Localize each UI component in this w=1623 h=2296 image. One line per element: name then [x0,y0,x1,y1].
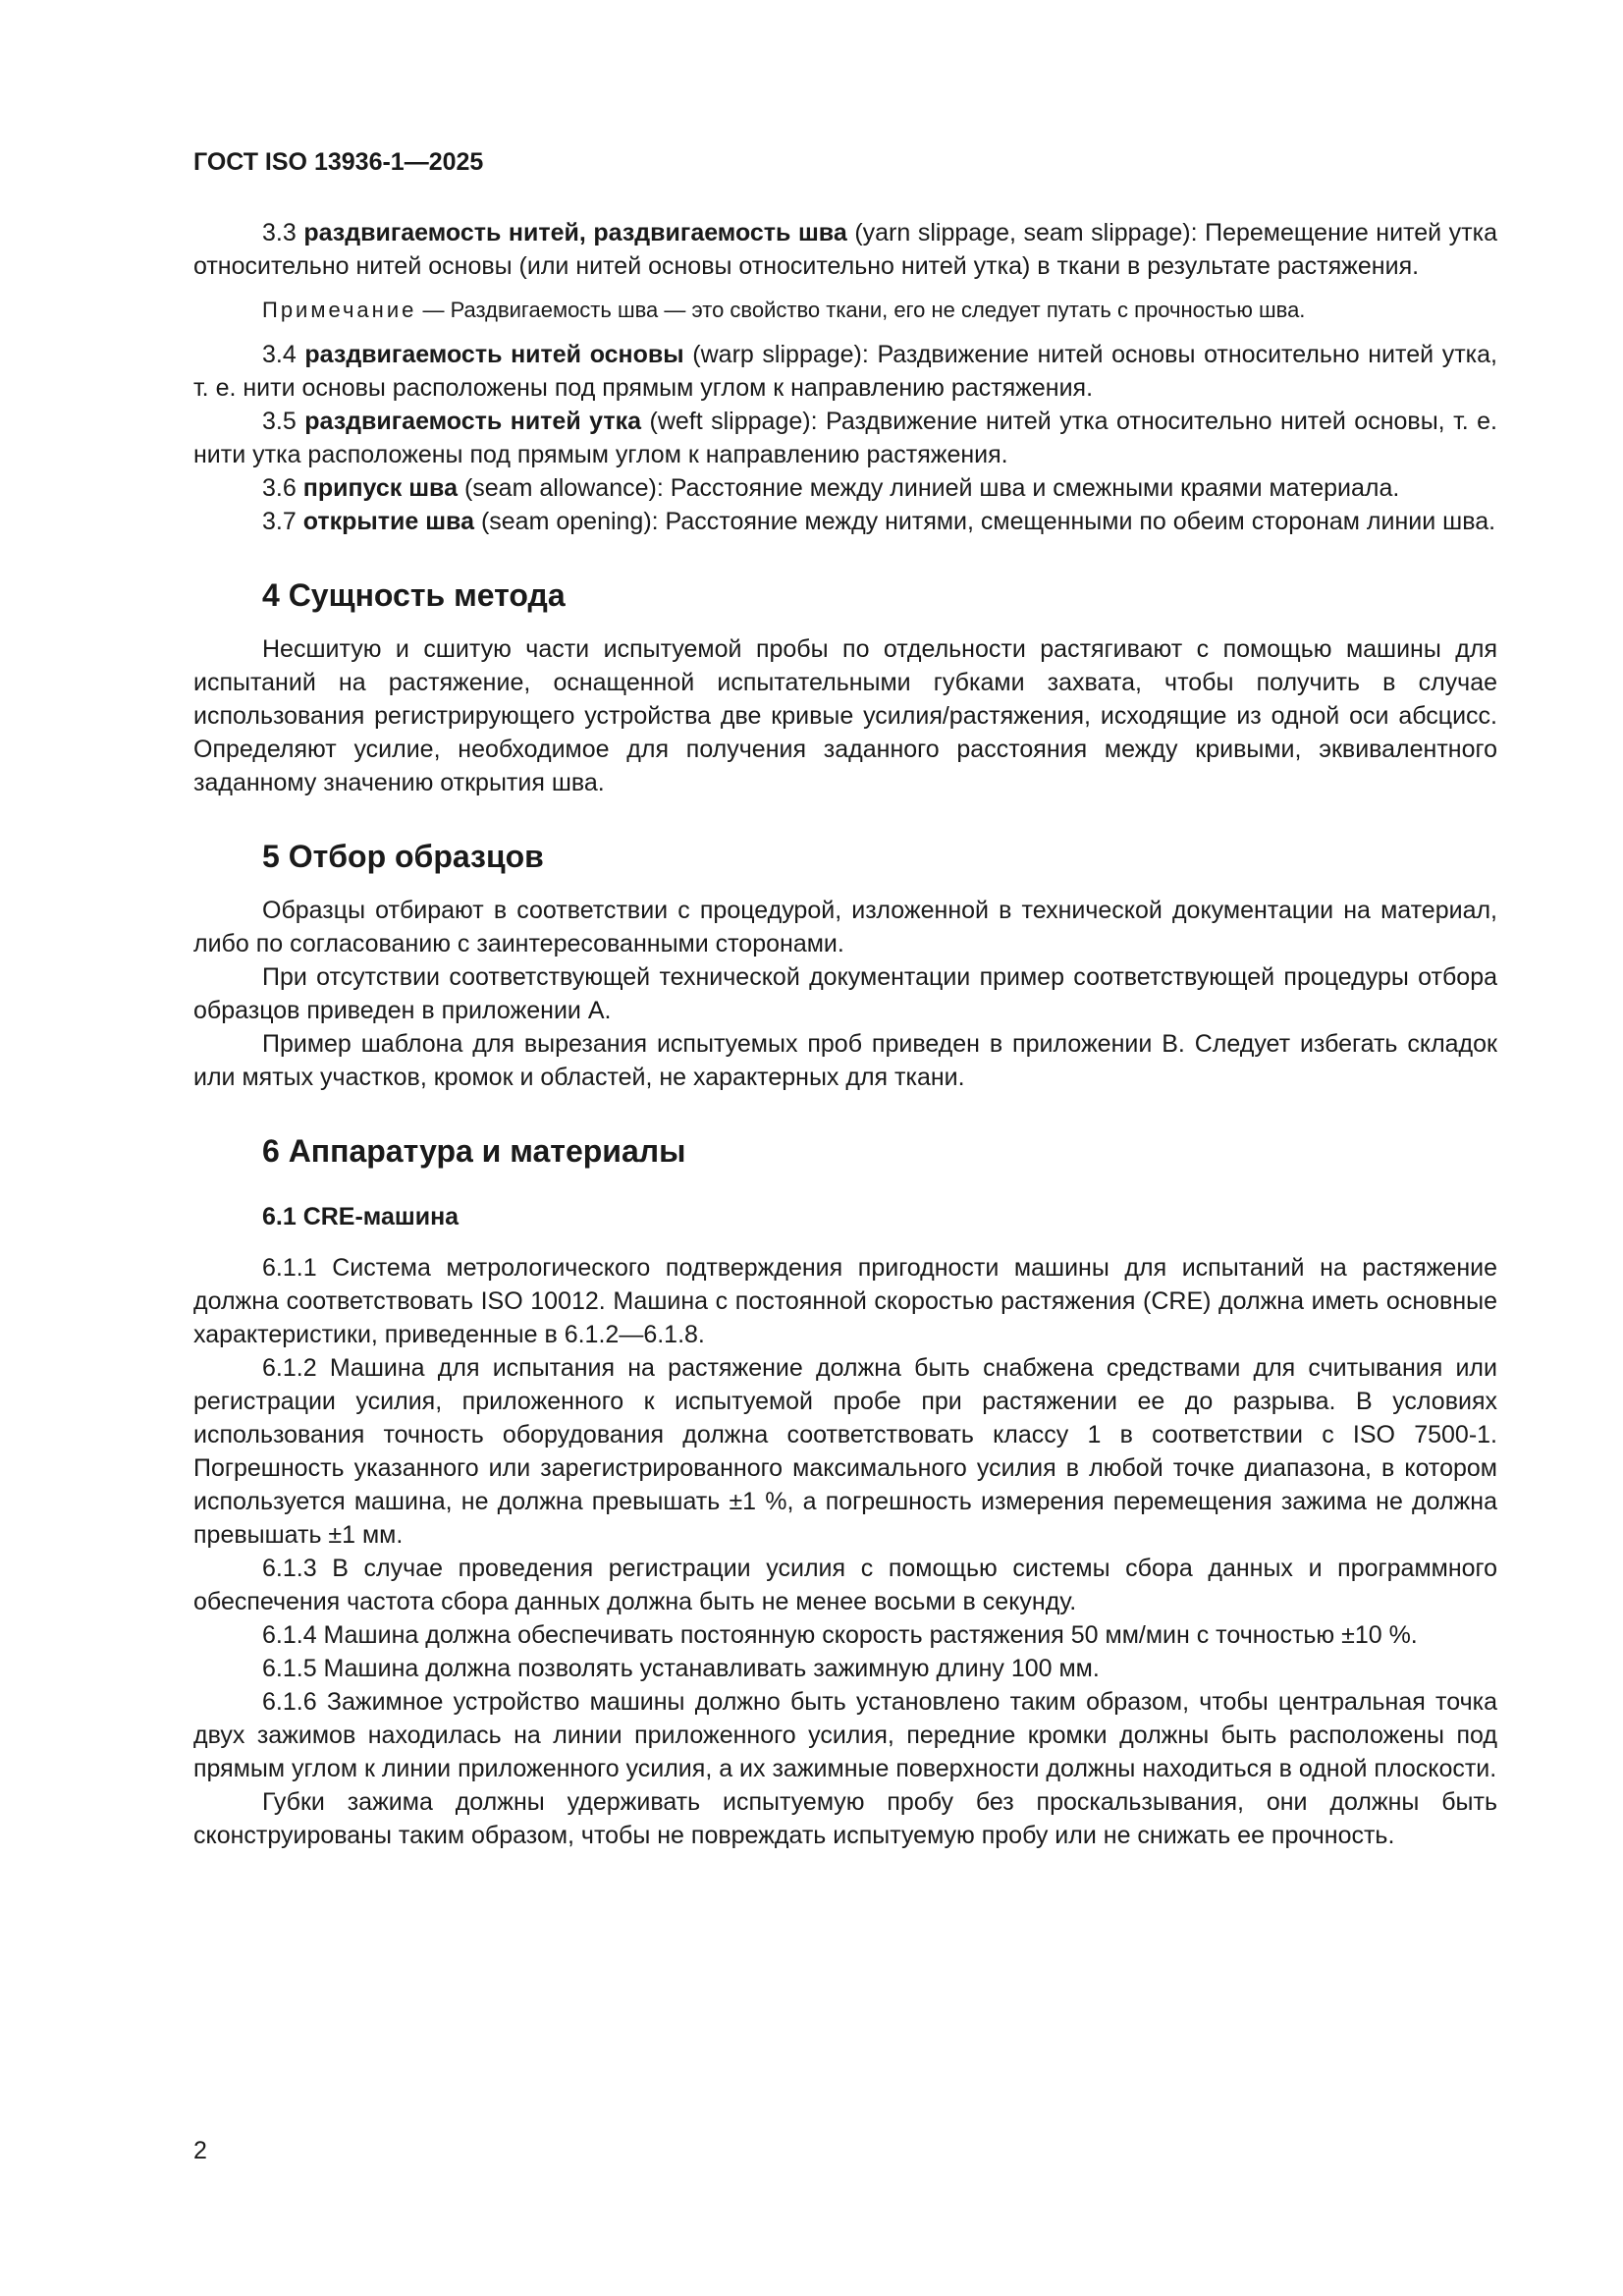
definition-3-7 [193,505,1497,538]
definition-3-5 [193,405,1497,471]
definition-3-6 [193,471,1497,505]
clause-6-1-4: 6.1.4 Машина должна обеспечивать постоянную скорость растяжения 50 мм/мин с точностью ±10 %. [262,1621,1418,1649]
definition-3-4 [193,338,1497,405]
clause-6-1-1: 6.1.1 Система метрологического подтверждения пригодности машины для испытаний на растяжение должна соответствовать ISO 10012. Машина с постоянной скоростью растяжения (CRE) должна иметь основные характеристики, приведенные в 6.1.2—6.1.8. [193,1254,1497,1348]
definition-text: (warp slippage): Раздвижение нитей основы относительно нитей утка, т. е. нити основы расположены под прямым углом к направлению растяжения. [193,341,1497,402]
definition-number: 3.5 [262,408,297,435]
subsection-6-1-title: 6.1 CRE-машина [262,1203,460,1230]
definition-term: раздвигаемость нитей, раздвигаемость шва [303,219,847,246]
section-4-paragraph: Несшитую и сшитую части испытуемой пробы по отдельности растягивают с помощью машины для испытаний на растяжение, оснащенной испытательными губками захвата, чтобы получить в случае использования регистрирующего устройства две кривые усилия/растяжения, исходящие из одной оси абсцисс. Определяют усилие, необходимое для получения заданного расстояния между кривыми, эквивалентного заданному значению открытия шва. [193,635,1497,796]
clause-6-1-6-continuation: Губки зажима должны удерживать испытуемую пробу без проскальзывания, они должны быть сконструированы таким образом, чтобы не повреждать испытуемую пробу или не снижать ее прочность. [193,1788,1497,1849]
note-label: Примечание [262,298,417,322]
definition-text: (seam opening): Расстояние между нитями, смещенными по обеим сторонам линии шва. [480,508,1496,535]
definition-text: (yarn slippage, seam slippage): Перемещение нитей утка относительно нитей основы (или нитей основы относительно нитей утка) в ткани в результате растяжения. [193,219,1498,280]
section-5-title: 5 Отбор образцов [262,839,544,874]
definition-3-3 [193,216,1497,283]
definition-text: (weft slippage): Раздвижение нитей утка относительно нитей основы, т. е. нити утка расположены под прямым углом к направлению растяжения. [193,408,1497,468]
note [262,297,1497,324]
clause-6-1-3: 6.1.3 В случае проведения регистрации усилия с помощью системы сбора данных и программного обеспечения частота сбора данных должна быть не менее восьми в секунду. [193,1555,1497,1615]
document-header: ГОСТ ISO 13936-1—2025 [193,148,484,176]
definition-term: раздвигаемость нитей утка [304,408,642,435]
section-6-title: 6 Аппаратура и материалы [262,1133,686,1169]
page-number: 2 [193,2137,207,2164]
definition-number: 3.4 [262,341,297,368]
definition-term: раздвигаемость нитей основы [304,341,684,368]
section-4-title: 4 Сущность метода [262,577,566,613]
clause-6-1-6: 6.1.6 Зажимное устройство машины должно быть установлено таким образом, чтобы центральная точка двух зажимов находилась на линии приложенного усилия, передние кромки должны быть расположены под прямым углом к линии приложенного усилия, а их зажимные поверхности должны находиться в одной плоскости. [193,1688,1497,1782]
section-5-paragraph: Пример шаблона для вырезания испытуемых проб приведен в приложении В. Следует избегать складок или мятых участков, кромок и областей, не характерных для ткани. [193,1030,1497,1091]
definition-text: (seam allowance): Расстояние между линией шва и смежными краями материала. [463,474,1400,502]
clause-6-1-2: 6.1.2 Машина для испытания на растяжение должна быть снабжена средствами для считывания или регистрации усилия, приложенного к испытуемой пробе при растяжении ее до разрыва. В условиях использования точность оборудования должна соответствовать классу 1 в соответствии с ISO 7500-1. Погрешность указанного или зарегистрированного максимального усилия в любой точке диапазона, в котором используется машина, не должна превышать ±1 %, а погрешность измерения перемещения зажима не должна превышать ±1 мм. [193,1354,1497,1549]
definition-number: 3.3 [262,219,297,246]
section-5-paragraph: При отсутствии соответствующей технической документации пример соответствующей процедуры отбора образцов приведен в приложении А. [193,963,1497,1024]
clause-6-1-5: 6.1.5 Машина должна позволять устанавливать зажимную длину 100 мм. [262,1655,1100,1682]
note-text: — Раздвигаемость шва — это свойство ткани, его не следует путать с прочностью шва. [422,298,1306,322]
section-5-paragraph: Образцы отбирают в соответствии с процедурой, изложенной в технической документации на материал, либо по согласованию с заинтересованными сторонами. [193,897,1497,957]
definition-term: открытие шва [302,508,474,535]
definition-number: 3.7 [262,508,297,535]
definition-term: припуск шва [302,474,458,502]
definition-number: 3.6 [262,474,297,502]
